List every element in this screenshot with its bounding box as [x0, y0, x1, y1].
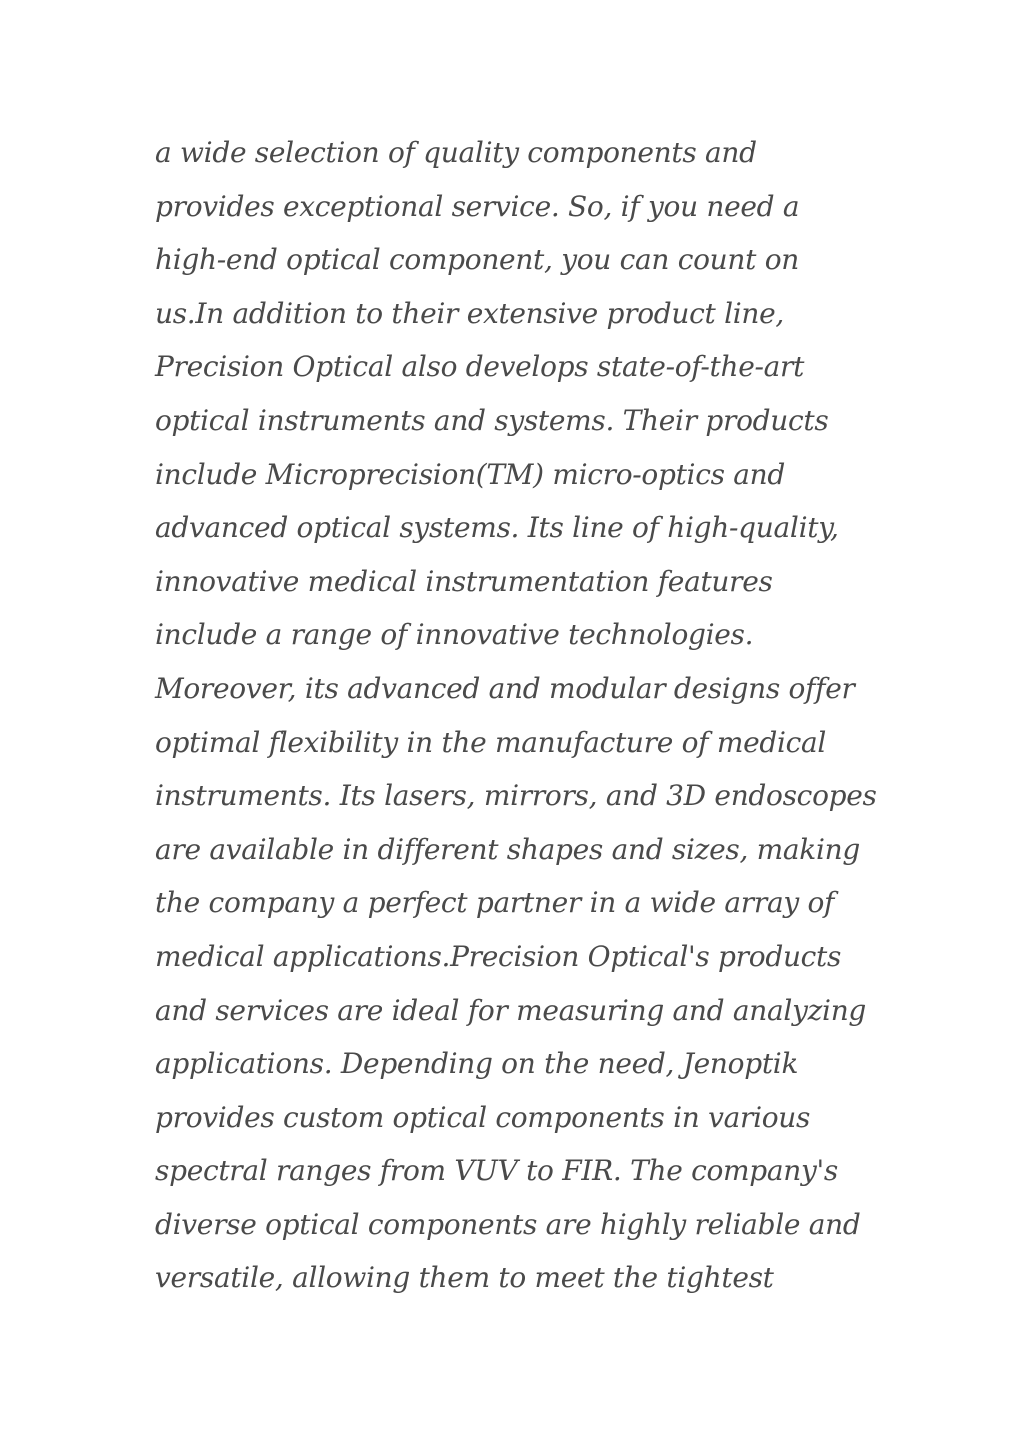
text-line: the company a perfect partner in a wide array of — [155, 886, 835, 920]
text-line: versatile, allowing them to meet the tightest — [155, 1261, 774, 1295]
text-line: diverse optical components are highly reliable and — [155, 1207, 861, 1241]
text-line: Precision Optical also develops state-of-the-art — [155, 350, 805, 384]
text-line: optimal flexibility in the manufacture of medical — [155, 725, 827, 759]
text-line: optical instruments and systems. Their products — [155, 403, 829, 437]
text-line: and services are ideal for measuring and analyzing — [155, 993, 867, 1027]
text-line: are available in different shapes and sizes, making — [155, 832, 860, 866]
text-line: provides exceptional service. So, if you need a — [155, 189, 800, 223]
text-line: high-end optical component, you can count on — [155, 243, 799, 277]
text-line: spectral ranges from VUV to FIR. The company's — [155, 1154, 838, 1188]
text-line: provides custom optical components in various — [155, 1100, 811, 1134]
text-line: medical applications.Precision Optical's products — [155, 939, 842, 973]
text-line: include Microprecision(TM) micro-optics and — [155, 457, 786, 491]
body-text — [155, 126, 895, 1305]
text-line: include a range of innovative technologies. — [155, 618, 754, 652]
text-line: Moreover, its advanced and modular designs offer — [155, 671, 855, 705]
text-line: innovative medical instrumentation features — [155, 564, 773, 598]
text-line: us.In addition to their extensive product line, — [155, 296, 784, 330]
text-line: applications. Depending on the need, Jenoptik — [155, 1047, 799, 1081]
text-line: advanced optical systems. Its line of high-quality, — [155, 511, 839, 545]
text-line: a wide selection of quality components and — [155, 136, 757, 169]
text-line: instruments. Its lasers, mirrors, and 3D endoscopes — [155, 779, 877, 813]
